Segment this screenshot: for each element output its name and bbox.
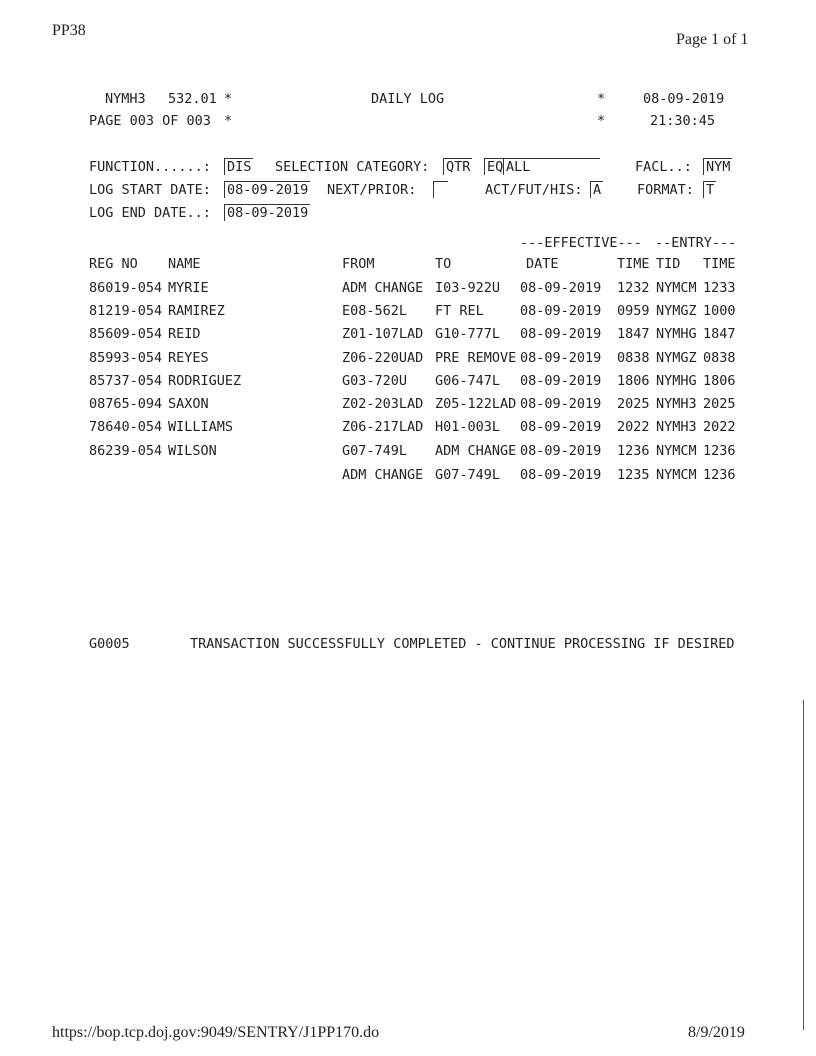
cell-time: 2022 <box>617 419 650 435</box>
cell-name: WILLIAMS <box>168 419 234 435</box>
function-label: FUNCTION......: <box>89 159 211 175</box>
next-prior-field[interactable] <box>433 181 448 198</box>
cell-entry-time: 0838 <box>703 350 736 366</box>
col-header-reg-no: REG NO <box>89 256 138 272</box>
cell-date: 08-09-2019 <box>520 467 602 483</box>
cell-tid: NYMHG <box>656 373 697 389</box>
cell-to: FT REL <box>435 303 484 319</box>
cell-entry-time: 1233 <box>703 280 736 296</box>
cell-to: ADM CHANGE <box>435 443 517 459</box>
facl-label: FACL..: <box>635 159 692 175</box>
cell-from: Z01-107LAD <box>342 326 424 342</box>
cell-time: 1232 <box>617 280 650 296</box>
cell-tid: NYMHG <box>656 326 697 342</box>
cell-date: 08-09-2019 <box>520 373 602 389</box>
selection-operator-field[interactable]: EQ <box>484 158 505 175</box>
footer-url: https://bop.tcp.doj.gov:9049/SENTRY/J1PP170.do <box>52 1024 380 1041</box>
cell-date: 08-09-2019 <box>520 419 602 435</box>
cell-tid: NYMGZ <box>656 350 697 366</box>
page-count: Page 1 of 1 <box>676 31 749 48</box>
col-header-from: FROM <box>342 256 375 272</box>
screen-date: 08-09-2019 <box>643 91 725 107</box>
cell-from: G03-720U <box>342 373 408 389</box>
log-end-date-field[interactable]: 08-09-2019 <box>224 204 310 221</box>
cell-time: 0838 <box>617 350 650 366</box>
log-start-date-label: LOG START DATE: <box>89 182 211 198</box>
cell-time: 1236 <box>617 443 650 459</box>
cell-time: 1806 <box>617 373 650 389</box>
cell-tid: NYMH3 <box>656 419 697 435</box>
cell-from: ADM CHANGE <box>342 280 424 296</box>
cell-to: H01-003L <box>435 419 501 435</box>
col-header-entry-time: TIME <box>703 256 736 272</box>
cell-reg-no: 78640-054 <box>89 419 163 435</box>
selection-category-field[interactable]: QTR <box>443 158 472 175</box>
cell-entry-time: 1847 <box>703 326 736 342</box>
footer-date: 8/9/2019 <box>688 1024 745 1041</box>
cell-to: I03-922U <box>435 280 501 296</box>
cell-name: RAMIREZ <box>168 303 225 319</box>
cell-from: Z02-203LAD <box>342 396 424 412</box>
cell-time: 1235 <box>617 467 650 483</box>
cell-name: REYES <box>168 350 209 366</box>
status-code: G0005 <box>89 636 130 652</box>
cell-to: PRE REMOVE <box>435 350 517 366</box>
header-star-1: * <box>224 91 233 107</box>
format-label: FORMAT: <box>637 182 694 198</box>
cell-name: WILSON <box>168 443 217 459</box>
cell-tid: NYMCM <box>656 280 697 296</box>
cell-time: 1847 <box>617 326 650 342</box>
cell-tid: NYMCM <box>656 443 697 459</box>
cell-reg-no: 86019-054 <box>89 280 163 296</box>
header-star-2: * <box>597 91 606 107</box>
system-id: NYMH3 <box>105 91 146 107</box>
col-header-name: NAME <box>168 256 201 272</box>
cell-reg-no: 85993-054 <box>89 350 163 366</box>
cell-entry-time: 1236 <box>703 467 736 483</box>
screen-title: DAILY LOG <box>371 91 445 107</box>
cell-to: Z05-122LAD <box>435 396 517 412</box>
cell-reg-no: 86239-054 <box>89 443 163 459</box>
header-star-4: * <box>597 113 606 129</box>
cell-entry-time: 2022 <box>703 419 736 435</box>
cell-to: G06-747L <box>435 373 501 389</box>
cell-from: E08-562L <box>342 303 408 319</box>
col-header-date: DATE <box>526 256 559 272</box>
cell-name: RODRIGUEZ <box>168 373 242 389</box>
cell-date: 08-09-2019 <box>520 326 602 342</box>
function-field[interactable]: DIS <box>224 158 253 175</box>
cell-entry-time: 1236 <box>703 443 736 459</box>
cell-reg-no: 81219-054 <box>89 303 163 319</box>
act-fut-his-field[interactable]: A <box>590 181 603 198</box>
cell-to: G10-777L <box>435 326 501 342</box>
cell-from: G07-749L <box>342 443 408 459</box>
col-header-tid: TID <box>656 256 681 272</box>
status-message: TRANSACTION SUCCESSFULLY COMPLETED - CONTINUE PROCESSING IF DESIRED <box>190 636 735 652</box>
cell-from: Z06-217LAD <box>342 419 424 435</box>
log-start-date-field[interactable]: 08-09-2019 <box>224 181 310 198</box>
col-header-time: TIME <box>617 256 650 272</box>
page-code: PP38 <box>52 22 86 39</box>
cell-date: 08-09-2019 <box>520 396 602 412</box>
cell-date: 08-09-2019 <box>520 443 602 459</box>
col-header-to: TO <box>435 256 452 272</box>
cell-to: G07-749L <box>435 467 501 483</box>
cell-date: 08-09-2019 <box>520 280 602 296</box>
selection-value-field[interactable]: ALL <box>503 158 600 175</box>
cell-name: SAXON <box>168 396 209 412</box>
cell-reg-no: 85609-054 <box>89 326 163 342</box>
cell-name: REID <box>168 326 201 342</box>
header-star-3: * <box>224 113 233 129</box>
facl-field[interactable]: NYM <box>703 158 732 175</box>
screen-time: 21:30:45 <box>650 113 716 129</box>
cell-tid: NYMGZ <box>656 303 697 319</box>
group-header-effective: ---EFFECTIVE--- <box>520 235 642 251</box>
cell-date: 08-09-2019 <box>520 303 602 319</box>
cell-reg-no: 08765-094 <box>89 396 163 412</box>
log-end-date-label: LOG END DATE..: <box>89 205 211 221</box>
format-field[interactable]: T <box>703 181 716 198</box>
cell-tid: NYMH3 <box>656 396 697 412</box>
cell-entry-time: 1000 <box>703 303 736 319</box>
group-header-entry: --ENTRY--- <box>655 235 737 251</box>
cell-entry-time: 1806 <box>703 373 736 389</box>
scan-edge-line <box>803 700 804 1030</box>
selection-category-label: SELECTION CATEGORY: <box>275 159 430 175</box>
cell-date: 08-09-2019 <box>520 350 602 366</box>
cell-from: Z06-220UAD <box>342 350 424 366</box>
cell-from: ADM CHANGE <box>342 467 424 483</box>
cell-time: 2025 <box>617 396 650 412</box>
cell-name: MYRIE <box>168 280 209 296</box>
page-indicator: PAGE 003 OF 003 <box>89 113 211 129</box>
cell-tid: NYMCM <box>656 467 697 483</box>
next-prior-label: NEXT/PRIOR: <box>327 182 417 198</box>
act-fut-his-label: ACT/FUT/HIS: <box>485 182 583 198</box>
cell-time: 0959 <box>617 303 650 319</box>
cell-reg-no: 85737-054 <box>89 373 163 389</box>
cell-entry-time: 2025 <box>703 396 736 412</box>
system-version: 532.01 <box>168 91 217 107</box>
